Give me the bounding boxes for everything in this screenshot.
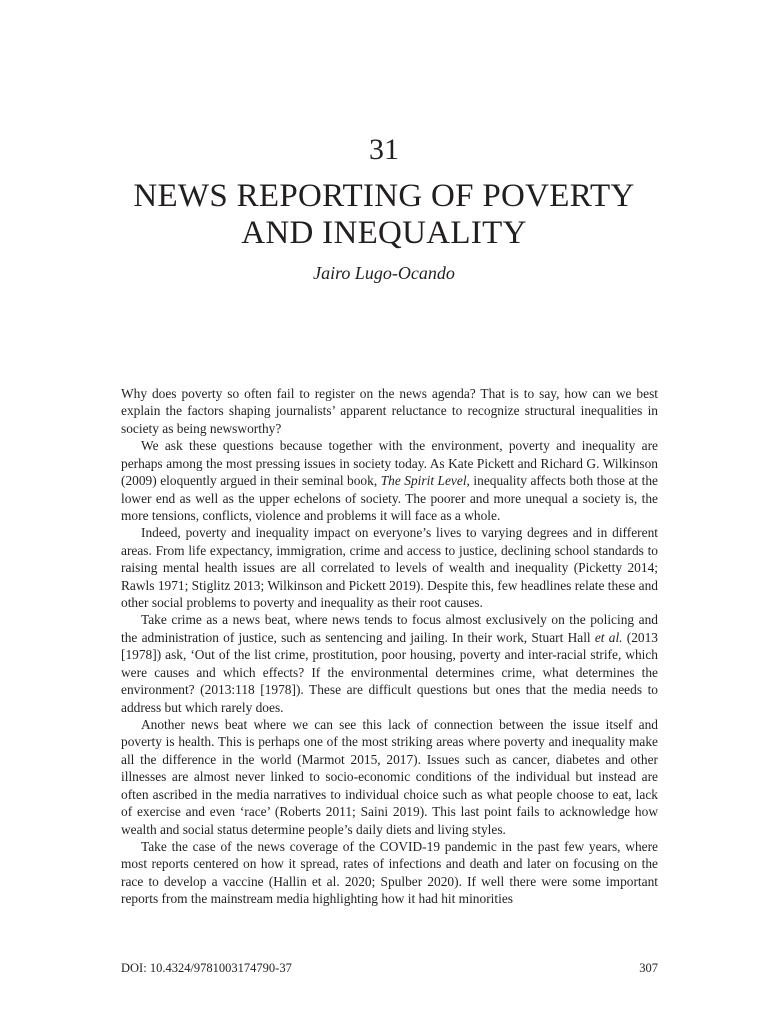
paragraph-4 [121,611,658,716]
chapter-body [121,385,658,908]
paragraph-2 [121,437,658,524]
paragraph-2-text-b: , inequality affects both those at the lower end as well as the upper echelons of society. The poorer and more unequal a society is, the more tensions, conflicts, violence and problems it will face as a whole. [121,473,658,523]
author-name: Jairo Lugo-Ocando [313,263,455,283]
doi-reference: DOI: 10.4324/9781003174790-37 [121,961,292,975]
paragraph-4-text-a: Take crime as a news beat, where news tends to focus almost exclusively on the policing and the administration of justice, such as sentencing and jailing. In their work, Stuart Hall [121,612,658,645]
paragraph-5: Another news beat where we can see this lack of connection between the issue itself and poverty is health. This is perhaps one of the most striking areas where poverty and inequality make all the difference in the world (Marmot 2015, 2017). Issues such as cancer, diabetes and other illnesses are almost never linked to socio-economic conditions of the individual but instead are often ascribed in the media narratives to individual choice such as what people choose to eat, lack of exercise and even ‘race’ (Roberts 2011; Saini 2019). This last point fails to acknowledge how wealth and social status determine people’s daily diets and living styles. [121,717,658,837]
page-number: 307 [639,961,658,975]
chapter-title-line-1: NEWS REPORTING OF POVERTY [133,178,635,214]
chapter-title [60,178,708,252]
paragraph-6: Take the case of the news coverage of the COVID-19 pandemic in the past few years, where most reports centered on how it spread, rates of infections and death and later on focusing on the race to develop a vaccine (Hallin et al. 2020; Spulber 2020). If well there were some important reports from the mainstream media highlighting how it had hit minorities [121,838,658,907]
paragraph-2-text-a: We ask these questions because together with the environment, poverty and inequality are perhaps among the most pressing issues in society today. As Kate Pickett and Richard G. Wilkinson (2009) eloquently argued in their seminal book, [121,438,658,489]
book-title-the-spirit-level: The Spirit Level [380,473,467,489]
chapter-number: 31 [369,133,399,166]
chapter-title-line-2: AND INEQUALITY [241,215,527,251]
paragraph-1: Why does poverty so often fail to register on the news agenda? That is to say, how can we best explain the factors shaping journalists’ apparent reluctance to recognize structural inequalities in society as being newsworthy? [121,386,658,436]
paragraph-4-text-b: (2013 [1978]) ask, ‘Out of the list crime, prostitution, poor housing, poverty and inter-racial strife, which were causes and which effects? If the environmental determines crime, what determines the environment? (2013:118 [1978]). These are difficult questions but ones that the media needs to address but which rarely does. [121,629,659,715]
paragraph-3: Indeed, poverty and inequality impact on everyone’s lives to varying degrees and in different areas. From life expectancy, immigration, crime and access to justice, declining school standards to raising mental health issues are all correlated to levels of wealth and inequality (Picketty 2014; Rawls 1971; Stiglitz 2013; Wilkinson and Pickett 2019). Despite this, few headlines relate these and other social problems to poverty and inequality as their root causes. [121,525,658,611]
et-al-italic: et al. [594,629,623,645]
